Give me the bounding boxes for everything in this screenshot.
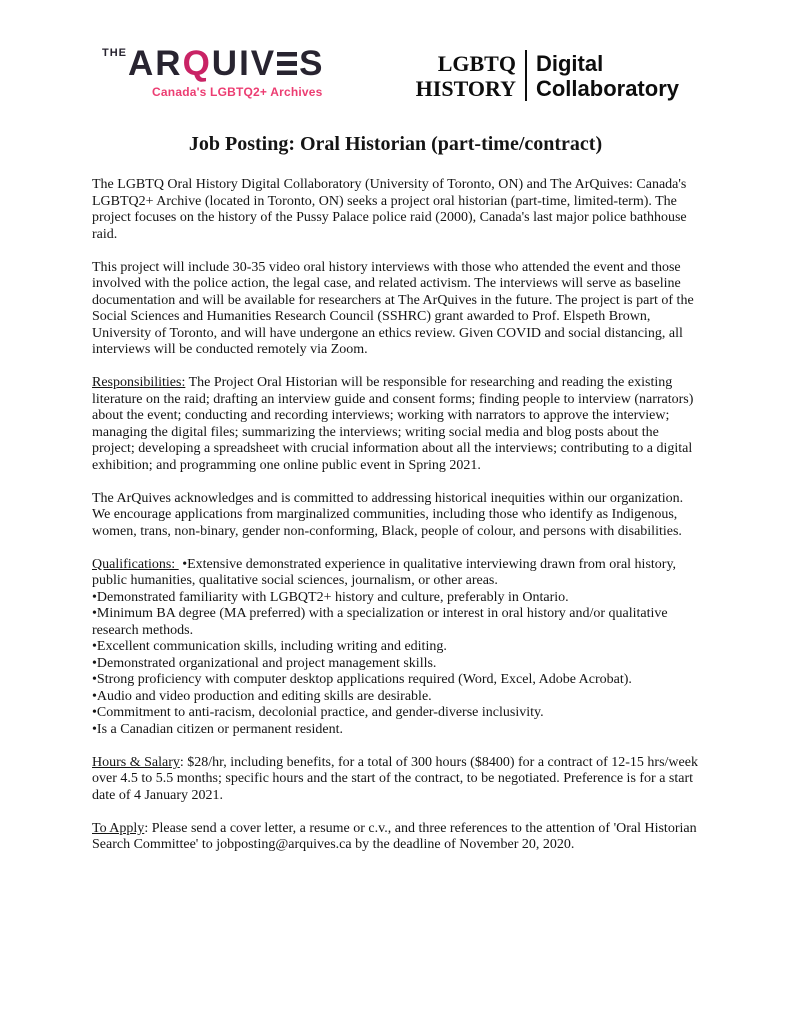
paragraph-hours-salary	[92, 755, 700, 805]
responsibilities-text: The Project Oral Historian will be responsible for researching and reading the existing literature on the raid; drafting an interview guide and consent forms; finding people to interview (narrators) about the event; conducting and recording interviews; working with narrators to approve the interview; managing the digital files; summarizing the interviews; writing social media and blog posts about the project; developing a spreadsheet with crucial information about all the interviews; contributing to a digital exhibition; and programming one online public event in Spring 2021.	[92, 375, 694, 473]
qualification-bullet: •Commitment to anti-racism, decolonial practice, and gender-diverse inclusivity.	[92, 705, 544, 721]
header-logos	[0, 0, 791, 101]
collaboratory-logo-collaboratory: Collaboratory	[535, 75, 679, 101]
arquives-logo-part3: S	[299, 44, 325, 83]
qualifications-label: Qualifications:	[92, 556, 179, 572]
qualification-bullet: •Audio and video production and editing skills are desirable.	[92, 688, 432, 704]
qualification-bullet: •Strong proficiency with computer desktop applications required (Word, Excel, Adobe Acrobat).	[92, 672, 632, 688]
qualification-bullet: •Minimum BA degree (MA preferred) with a specialization or interest in oral history and/or qualitative research methods.	[92, 606, 668, 638]
collaboratory-logo-right	[536, 50, 679, 101]
paragraph-equity: The ArQuives acknowledges and is committed to addressing historical inequities within our organization. We encourage applications from marginalized communities, including those who identify as Indigenous, women, trans, non-binary, gender non-conforming, Black, people of colour, and persons with disabilities.	[92, 490, 684, 539]
qualification-bullet: •Extensive demonstrated experience in qualitative interviewing drawn from oral history, public humanities, qualitative social sciences, journalism, or other areas.	[92, 556, 680, 589]
paragraph-to-apply	[92, 821, 700, 854]
to-apply-text: : Please send a cover letter, a resume or c.v., and three references to the attention of 'Oral Historian Search Committee' to jobposting@arquives.ca by the deadline of November 20, 2020.	[92, 820, 697, 853]
collaboratory-logo-divider	[525, 50, 527, 101]
arquives-logo-part2: UIV	[211, 44, 277, 83]
collaboratory-logo	[416, 50, 679, 101]
qualification-bullet: •Is a Canadian citizen or permanent resident.	[92, 721, 343, 737]
paragraph-project: This project will include 30-35 video oral history interviews with those who attended the event and those involved with the police action, the legal case, and related activism. The interviews will serve as baseline documentation and will be available for researchers at The ArQuives in the future. The project is part of the Social Sciences and Humanities Research Council (SSHRC) grant awarded to Prof. Elspeth Brown, University of Toronto, and will have undergone an ethics review. Given COVID and social distancing, all interviews will be conducted remotely via Zoom.	[92, 259, 694, 358]
qualification-bullet: •Demonstrated organizational and project management skills.	[92, 655, 437, 671]
qualifications-lead-line	[92, 557, 700, 590]
qualifications-section	[92, 557, 700, 739]
hours-salary-label: Hours & Salary	[92, 754, 180, 770]
arquives-wordmark	[102, 46, 325, 81]
to-apply-label: To Apply	[92, 820, 145, 836]
arquives-logo-part1: AR	[128, 44, 183, 83]
collaboratory-logo-digital: Digital	[535, 51, 604, 76]
paragraph-responsibilities	[92, 375, 700, 474]
responsibilities-label: Responsibilities:	[92, 375, 186, 391]
arquives-logo-the: THE	[102, 47, 127, 59]
document-body	[0, 156, 791, 854]
paragraph-intro: The LGBTQ Oral History Digital Collaboratory (University of Toronto, ON) and The ArQuives: Canada's LGBTQ2+ Archive (located in Toronto, ON) seeks a project oral historian (part-time, limited-term). The project focuses on the history of the Pussy Palace police raid (2000), Canada's last major police bathhouse raid.	[92, 177, 687, 242]
arquives-logo	[102, 46, 325, 98]
arquives-logo-q: Q	[182, 44, 212, 83]
hours-salary-text: : $28/hr, including benefits, for a total of 300 hours ($8400) for a contract of 12-15 hrs/week over 4.5 to 5.5 months; specific hours and the start of the contract, to be negotiated. Preference is for a start date of 4 January 2021.	[92, 754, 698, 803]
arquives-logo-tagline: Canada's LGBTQ2+ Archives	[152, 85, 323, 99]
arquives-logo-text	[128, 46, 325, 81]
qualification-bullet: •Excellent communication skills, including writing and editing.	[92, 639, 447, 655]
collaboratory-logo-left	[416, 50, 516, 101]
collaboratory-logo-lgbtq: LGBTQ	[437, 51, 516, 76]
collaboratory-logo-history: HISTORY	[415, 75, 516, 101]
arquives-logo-e-bars-icon	[277, 52, 297, 75]
page-title: Job Posting: Oral Historian (part-time/contract)	[188, 133, 603, 156]
qualification-bullet: •Demonstrated familiarity with LGBQT2+ history and culture, preferably in Ontario.	[92, 589, 569, 605]
